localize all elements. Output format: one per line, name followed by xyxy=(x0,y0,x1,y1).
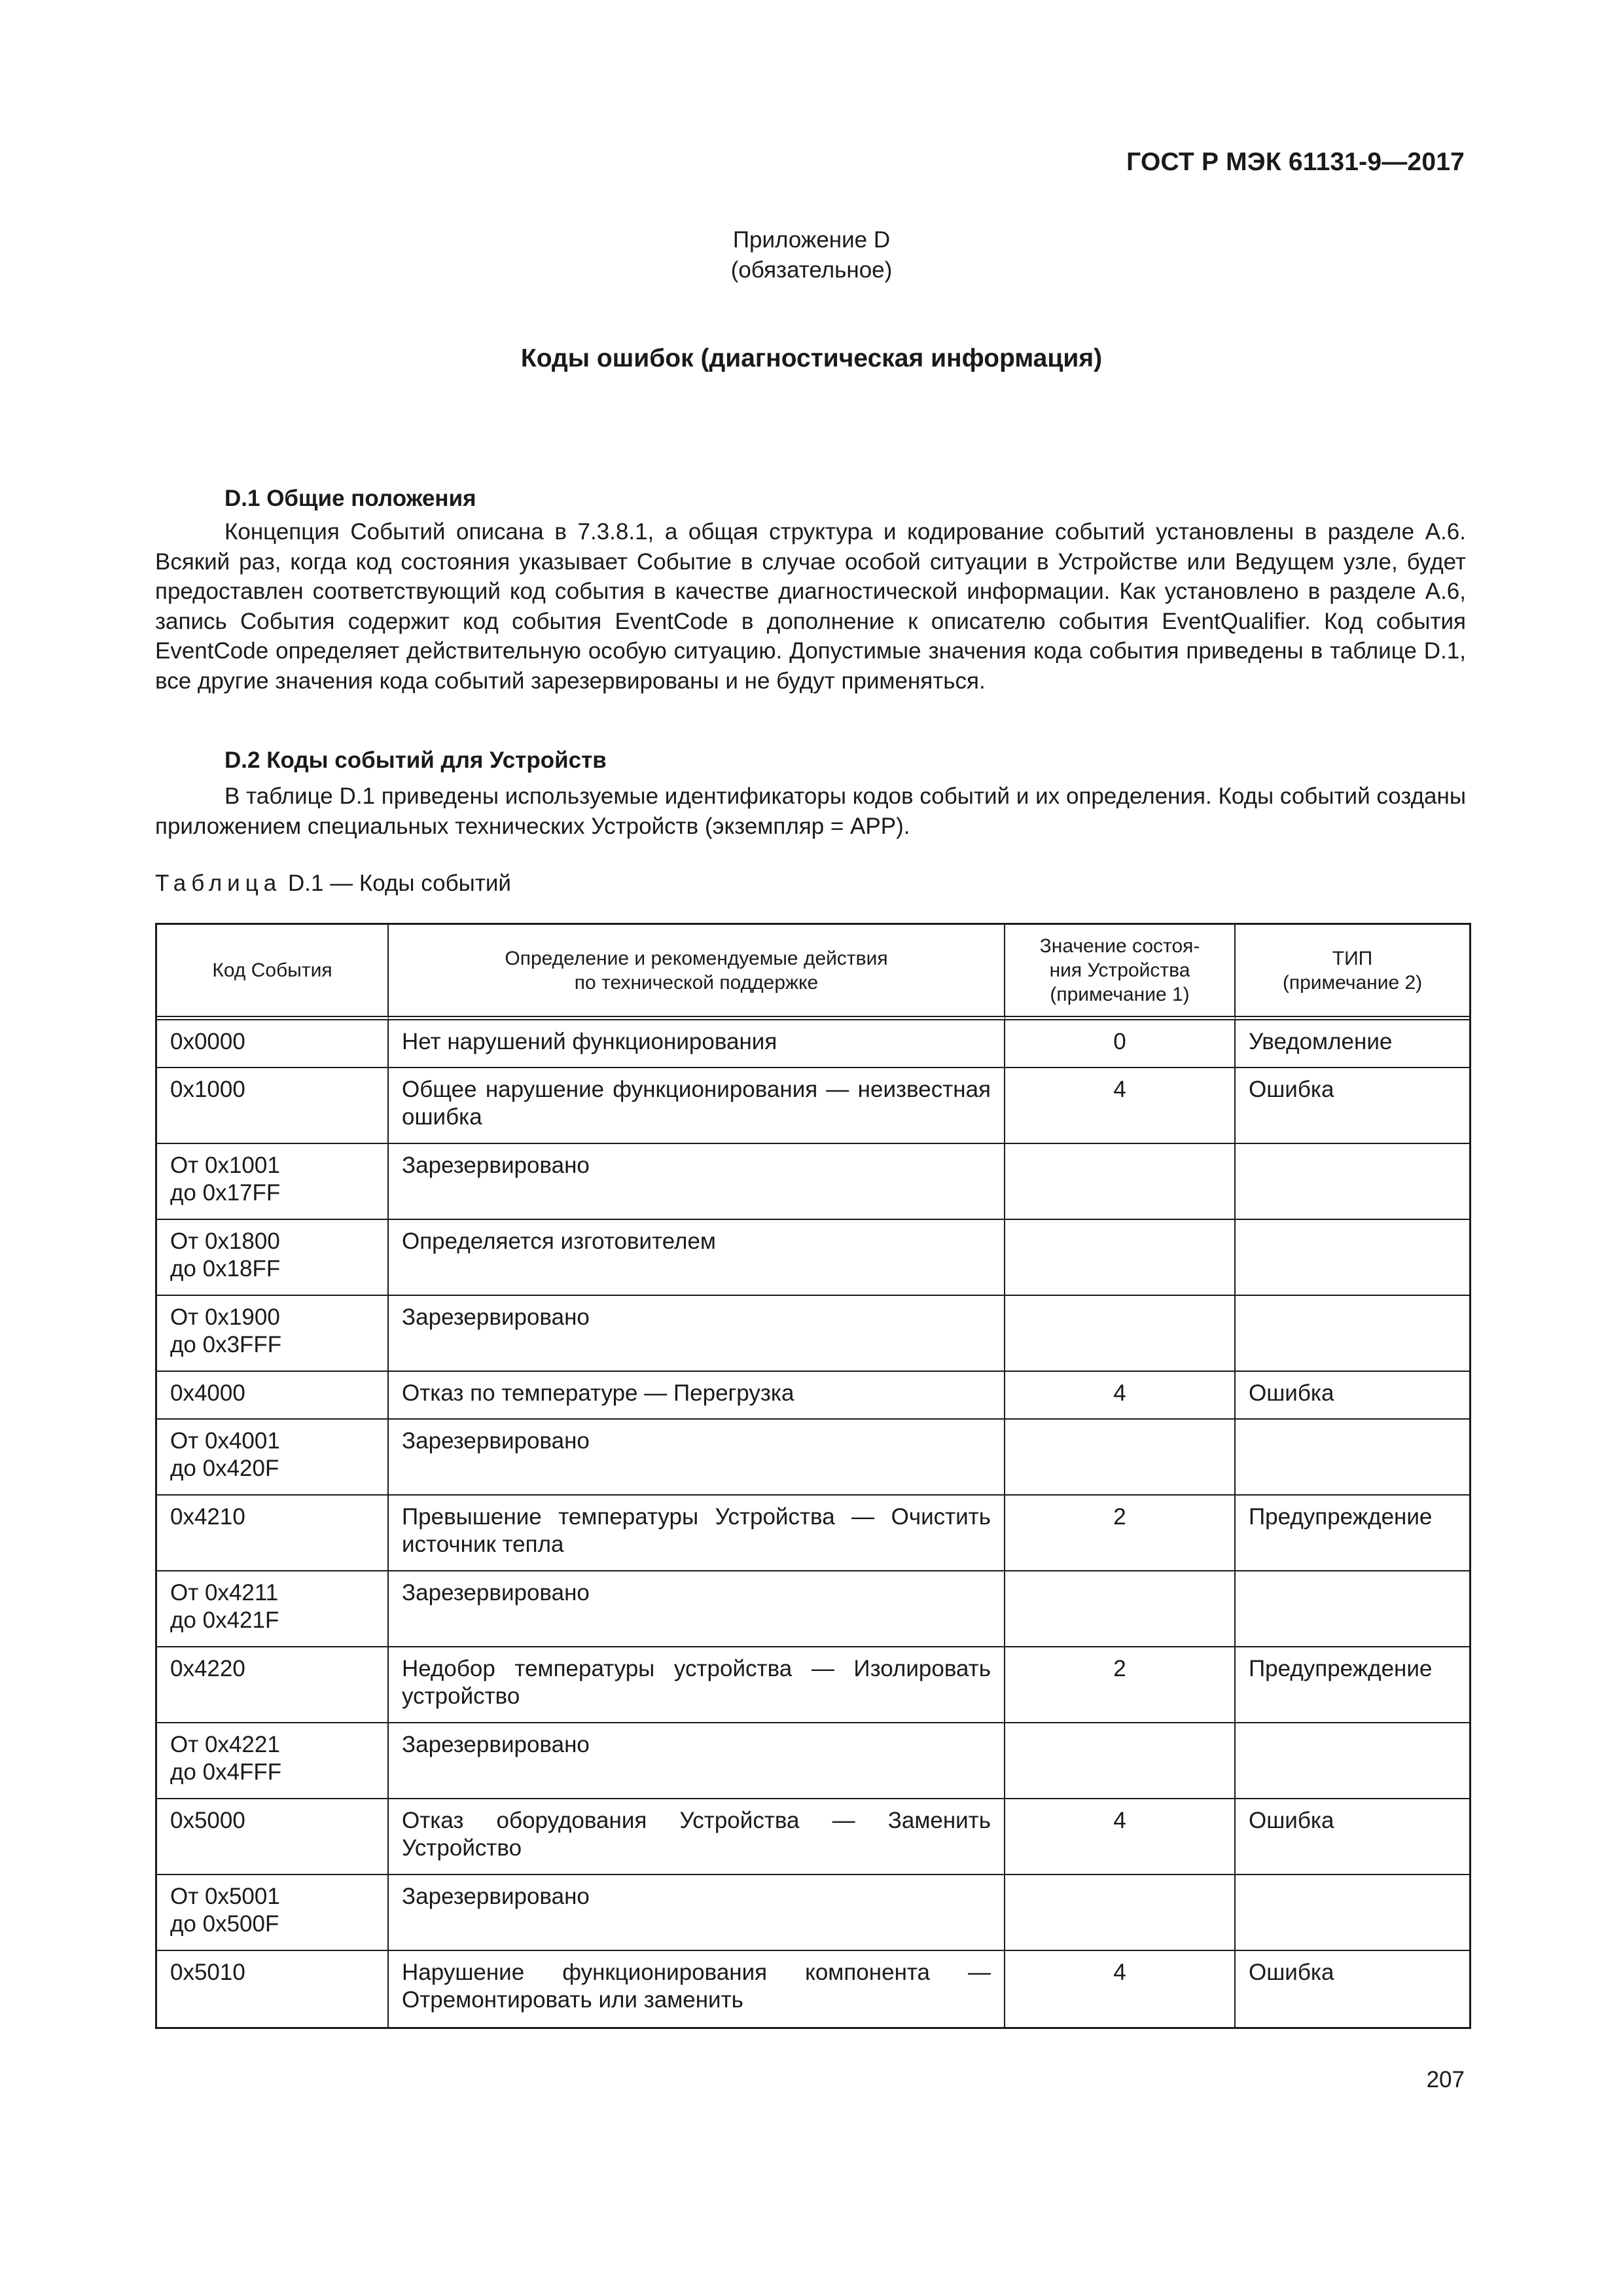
event-code: 0x4000 xyxy=(157,1372,389,1420)
table-caption xyxy=(155,870,1466,897)
section-general xyxy=(155,484,1466,696)
event-code: 0x0000 xyxy=(157,1020,389,1068)
table-row xyxy=(157,1420,1469,1496)
table-row xyxy=(157,1571,1469,1647)
header-code: Код События xyxy=(157,925,389,1020)
event-type xyxy=(1236,1220,1469,1296)
event-code: 0x5010 xyxy=(157,1951,389,2027)
event-code: От 0x1900 до 0x3FFF xyxy=(157,1296,389,1372)
event-type xyxy=(1236,1571,1469,1647)
section-device-codes xyxy=(155,746,1466,841)
device-state: 0 xyxy=(1005,1020,1236,1068)
device-state xyxy=(1005,1144,1236,1220)
device-state: 4 xyxy=(1005,1068,1236,1144)
section-heading: D.1 Общие положения xyxy=(224,486,476,511)
table-row xyxy=(157,1068,1469,1144)
event-code: От 0x4211 до 0x421F xyxy=(157,1571,389,1647)
event-type: Предупреждение xyxy=(1236,1647,1469,1723)
event-definition: Зарезервировано xyxy=(389,1571,1005,1647)
table-row xyxy=(157,1951,1469,2027)
table-header-row xyxy=(157,925,1469,1020)
event-code: От 0x4221 до 0x4FFF xyxy=(157,1723,389,1799)
event-code: 0x5000 xyxy=(157,1799,389,1875)
header-state: Значение состоя- ния Устройства (примечание 1) xyxy=(1005,925,1236,1020)
device-state xyxy=(1005,1420,1236,1496)
event-type: Предупреждение xyxy=(1236,1496,1469,1571)
event-type xyxy=(1236,1723,1469,1799)
event-type xyxy=(1236,1875,1469,1951)
appendix-status: (обязательное) xyxy=(730,257,893,283)
appendix-heading xyxy=(0,225,1623,285)
table-row xyxy=(157,1799,1469,1875)
event-type xyxy=(1236,1420,1469,1496)
event-definition: Зарезервировано xyxy=(389,1875,1005,1951)
device-state: 2 xyxy=(1005,1647,1236,1723)
table-row xyxy=(157,1875,1469,1951)
event-type: Ошибка xyxy=(1236,1799,1469,1875)
device-state xyxy=(1005,1723,1236,1799)
header-definition: Определение и рекомендуемые действия по технической поддержке xyxy=(389,925,1005,1020)
device-state xyxy=(1005,1571,1236,1647)
standard-code: ГОСТ Р МЭК 61131-9—2017 xyxy=(1126,148,1465,176)
event-type: Ошибка xyxy=(1236,1372,1469,1420)
event-code: От 0x4001 до 0x420F xyxy=(157,1420,389,1496)
event-type: Уведомление xyxy=(1236,1020,1469,1068)
device-state xyxy=(1005,1296,1236,1372)
event-definition: Общее нарушение функционирования — неизвестная ошибка xyxy=(389,1068,1005,1144)
table-caption-title: D.1 — Коды событий xyxy=(287,870,511,896)
page-number: 207 xyxy=(1426,2067,1465,2092)
device-state: 4 xyxy=(1005,1799,1236,1875)
event-definition: Зарезервировано xyxy=(389,1420,1005,1496)
appendix-label: Приложение D xyxy=(732,227,891,253)
document-title: Коды ошибок (диагностическая информация) xyxy=(520,344,1103,372)
table-row xyxy=(157,1220,1469,1296)
event-code: От 0x1800 до 0x18FF xyxy=(157,1220,389,1296)
device-state: 2 xyxy=(1005,1496,1236,1571)
event-definition: Нет нарушений функционирования xyxy=(389,1020,1005,1068)
table-row xyxy=(157,1496,1469,1571)
event-definition: Определяется изготовителем xyxy=(389,1220,1005,1296)
table-caption-word: Таблица xyxy=(155,870,282,896)
event-code: От 0x1001 до 0x17FF xyxy=(157,1144,389,1220)
event-code: От 0x5001 до 0x500F xyxy=(157,1875,389,1951)
table-row xyxy=(157,1296,1469,1372)
table-row xyxy=(157,1723,1469,1799)
event-definition: Отказ по температуре — Перегрузка xyxy=(389,1372,1005,1420)
table-row xyxy=(157,1144,1469,1220)
event-type: Ошибка xyxy=(1236,1068,1469,1144)
event-definition: Нарушение функционирования компонента — Отремонтировать или заменить xyxy=(389,1951,1005,2027)
paragraph: Концепция Событий описана в 7.3.8.1, а общая структура и кодирование событий установлены в разделе A.6. Всякий раз, когда код состояния указывает Событие в случае особой ситуации в Устройстве или Ведущем узле, будет предоставлен соответствующий код события в качестве диагностической информации. Как установлено в разделе A.6, запись События содержит код события EventCode в дополнение к описателю события EventQualifier. Код события EventCode определяет действительную особую ситуацию. Допустимые значения кода события приведены в таблице D.1, все другие значения кода событий зарезервированы и не будут применяться. xyxy=(155,519,1466,694)
event-definition: Зарезервировано xyxy=(389,1144,1005,1220)
event-type xyxy=(1236,1144,1469,1220)
table-row xyxy=(157,1020,1469,1068)
event-type xyxy=(1236,1296,1469,1372)
event-codes-table xyxy=(155,923,1471,2029)
device-state xyxy=(1005,1875,1236,1951)
event-code: 0x1000 xyxy=(157,1068,389,1144)
device-state xyxy=(1005,1220,1236,1296)
event-definition: Недобор температуры устройства — Изолировать устройство xyxy=(389,1647,1005,1723)
event-code: 0x4210 xyxy=(157,1496,389,1571)
event-definition: Зарезервировано xyxy=(389,1296,1005,1372)
paragraph: В таблице D.1 приведены используемые идентификаторы кодов событий и их определения. Коды событий созданы приложением специальных технических Устройств (экземпляр = APP). xyxy=(155,783,1466,839)
event-definition: Превышение температуры Устройства — Очистить источник тепла xyxy=(389,1496,1005,1571)
device-state: 4 xyxy=(1005,1951,1236,2027)
table-row xyxy=(157,1647,1469,1723)
event-definition: Отказ оборудования Устройства — Заменить Устройство xyxy=(389,1799,1005,1875)
event-code: 0x4220 xyxy=(157,1647,389,1723)
header-type: ТИП (примечание 2) xyxy=(1236,925,1469,1020)
event-type: Ошибка xyxy=(1249,1960,1334,1985)
event-definition: Зарезервировано xyxy=(389,1723,1005,1799)
table-row xyxy=(157,1372,1469,1420)
device-state: 4 xyxy=(1005,1372,1236,1420)
section-heading: D.2 Коды событий для Устройств xyxy=(224,747,607,773)
